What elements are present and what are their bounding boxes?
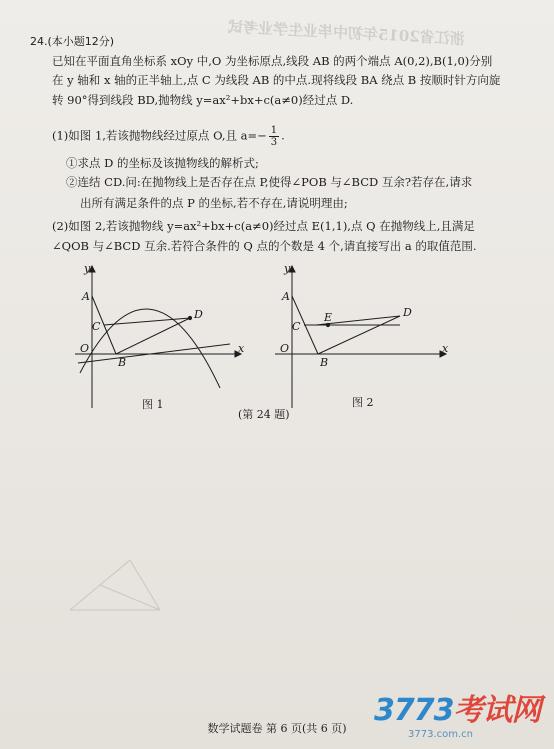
watermark-number: 3773 <box>374 693 454 728</box>
figures-group-caption: (第 24 题) <box>238 408 290 421</box>
figure-2 <box>275 266 446 408</box>
figure-1-labels <box>80 262 245 369</box>
part-1-sub-b: ②连结 CD.问:在抛物线上是否存在点 P,使得∠POB 与∠BCD 互余?若存在,请求 <box>66 175 473 189</box>
fraction-denominator: 3 <box>270 137 278 148</box>
figures-svg <box>70 258 470 418</box>
figure-2-labels <box>280 262 449 369</box>
figure-2-caption: 图 2 <box>352 396 374 409</box>
fig1-label-C: C <box>92 320 101 333</box>
part-2-line-1: (2)如图 2,若该抛物线 y=ax²+bx+c(a≠0)经过点 E(1,1),点 Q 在抛物线上,且满足 <box>52 219 475 233</box>
fraction-one-third <box>269 125 279 148</box>
fig1-label-O: O <box>80 342 90 355</box>
fig1-label-A: A <box>82 290 90 303</box>
watermark-url: 3773.com.cn <box>408 729 473 740</box>
question-text-line-3: 转 90°得到线段 BD,抛物线 y=ax²+bx+c(a≠0)经过点 D. <box>52 93 354 107</box>
part-1-sub-b-continued: 出所有满足条件的点 P 的坐标,若不存在,请说明理由; <box>80 196 348 210</box>
fig2-label-x: x <box>442 342 449 355</box>
fig2-label-C: C <box>292 320 301 333</box>
part-1-intro <box>52 125 285 148</box>
figure-1-caption: 图 1 <box>142 398 164 411</box>
fig2-label-y: y <box>284 262 291 275</box>
fig2-label-A: A <box>282 290 290 303</box>
part-1-sub-a: ①求点 D 的坐标及该抛物线的解析式; <box>66 156 259 170</box>
bleed-through-text: 浙江省2015年初中毕业生学业考试 <box>227 17 466 49</box>
question-text-line-2: 在 y 轴和 x 轴的正半轴上,点 C 为线段 AB 的中点.现将线段 BA 绕点 B 按顺时针方向旋 <box>52 73 501 87</box>
part-2-line-2: ∠QOB 与∠BCD 互余.若符合条件的 Q 点的个数是 4 个,请直接写出 a 的取值范围. <box>52 239 477 253</box>
fig2-label-E: E <box>324 311 333 324</box>
fraction-numerator: 1 <box>270 125 278 136</box>
fig2-label-O: O <box>280 342 290 355</box>
page-footer: 数学试题卷 第 6 页(共 6 页) <box>207 722 347 735</box>
figure-1 <box>75 266 241 408</box>
faint-reverse-sketch <box>60 540 180 620</box>
part-1-intro-text: (1)如图 1,若该抛物线经过原点 O,且 a=− <box>52 128 267 143</box>
fig1-point-D <box>188 316 191 319</box>
fig1-label-x: x <box>238 342 245 355</box>
part-1-intro-end: . <box>281 128 285 143</box>
fig2-label-B: B <box>320 356 329 369</box>
watermark-brand: 考试网 <box>453 693 541 728</box>
fig2-label-D: D <box>403 306 412 319</box>
fig1-label-y: y <box>84 262 91 275</box>
fig1-label-B: B <box>118 356 127 369</box>
fig1-label-D: D <box>194 308 203 321</box>
question-number: 24.(本小题12分) <box>30 35 115 48</box>
question-text-line-1: 已知在平面直角坐标系 xOy 中,O 为坐标原点,线段 AB 的两个端点 A(0,2),B(1,0)分别 <box>52 54 493 68</box>
